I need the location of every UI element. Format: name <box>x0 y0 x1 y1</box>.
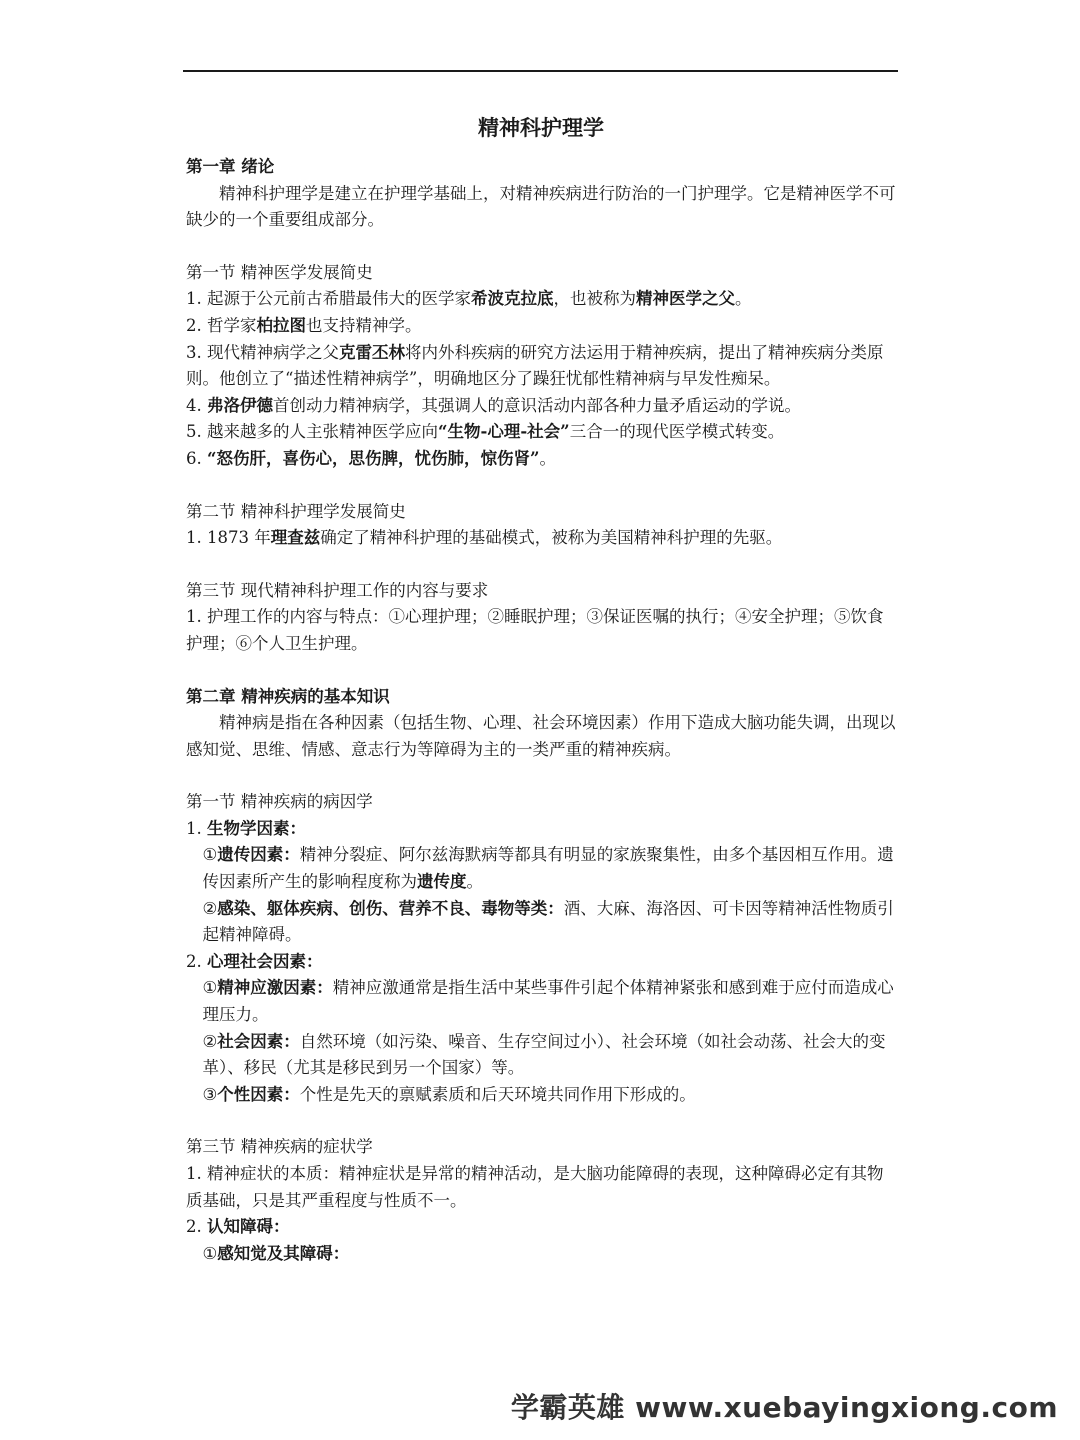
ch1-s1-item-1: 1. 起源于公元前古希腊最伟大的医学家希波克拉底，也被称为精神医学之父。 <box>186 289 752 309</box>
ch1-s1-item-4: 4. 弗洛伊德首创动力精神病学，其强调人的意识活动内部各种力量矛盾运动的学说。 <box>186 395 801 415</box>
ch1-section-2-heading: 第二节 精神科护理学发展简史 <box>186 501 406 521</box>
ch1-s1-item-6: 6. “怒伤肝，喜伤心，思伤脾，忧伤肺，惊伤肾”。 <box>186 448 556 468</box>
chapter-1-intro: 精神科护理学是建立在护理学基础上，对精神疾病进行防治的一门护理学。它是精神医学不可缺少的一个重要组成部分。 <box>186 183 896 230</box>
ch2-s3-item-1: 1. 精神症状的本质：精神症状是异常的精神活动，是大脑功能障碍的表现，这种障碍必定有其物质基础，只是其严重程度与性质不一。 <box>186 1164 884 1210</box>
ch1-s1-item-5: 5. 越来越多的人主张精神医学应向“生物-心理-社会”三合一的现代医学模式转变。 <box>186 422 785 442</box>
ch2-s1-psy-item-2: ②社会因素：自然环境（如污染、噪音、生存空间过小）、社会环境（如社会动荡、社会大的变革）、移民（尤其是移民到另一个国家）等。 <box>202 1031 886 1078</box>
ch2-section-3-heading: 第三节 精神疾病的症状学 <box>186 1137 373 1157</box>
ch2-s3-item-2: 2. 认知障碍： <box>186 1217 290 1237</box>
ch2-s1-bio-item-1: ①遗传因素：精神分裂症、阿尔兹海默病等都具有明显的家族聚集性，由多个基因相互作用。遗传因素所产生的影响程度称为遗传度。 <box>202 845 894 892</box>
ch1-s3-item-1: 1. 护理工作的内容与特点：①心理护理；②睡眠护理；③保证医嘱的执行；④安全护理；⑤饮食护理；⑥个人卫生护理。 <box>186 607 884 653</box>
document-title: 精神科护理学 <box>478 115 604 140</box>
ch2-s1-bio-label: 1. 生物学因素： <box>186 818 306 838</box>
ch2-s3-item-2a: ①感知觉及其障碍： <box>202 1243 350 1263</box>
ch2-s1-psy-item-3: ③个性因素：个性是先天的禀赋素质和后天环境共同作用下形成的。 <box>202 1084 696 1104</box>
ch2-section-1-heading: 第一节 精神疾病的病因学 <box>186 792 373 812</box>
ch2-s1-psy-item-1: ①精神应激因素：精神应激通常是指生活中某些事件引起个体精神紧张和感到难于应付而造成心理压力。 <box>202 978 894 1025</box>
chapter-2-heading: 第二章 精神疾病的基本知识 <box>186 686 390 706</box>
site-watermark: 学霸英雄 www.xuebayingxiong.com <box>510 1391 1058 1424</box>
chapter-1-heading: 第一章 绪论 <box>186 157 275 176</box>
ch2-s1-psy-label: 2. 心理社会因素： <box>186 951 323 971</box>
ch2-s1-bio-item-2: ②感染、躯体疾病、创伤、营养不良、毒物等类：酒、大麻、海洛因、可卡因等精神活性物质引起精神障碍。 <box>202 898 894 945</box>
ch1-s1-item-2: 2. 哲学家柏拉图也支持精神学。 <box>186 315 422 335</box>
document-page <box>186 112 896 1267</box>
ch1-section-3-heading: 第三节 现代精神科护理工作的内容与要求 <box>186 580 489 600</box>
header-rule <box>183 70 898 72</box>
ch1-s2-item-1: 1. 1873 年理查兹确定了精神科护理的基础模式，被称为美国精神科护理的先驱。 <box>186 528 783 548</box>
ch1-section-1-heading: 第一节 精神医学发展简史 <box>186 262 373 282</box>
ch1-s1-item-3: 3. 现代精神病学之父克雷丕林将内外科疾病的研究方法运用于精神疾病，提出了精神疾病分类原则。他创立了“描述性精神病学”，明确地区分了躁狂忧郁性精神病与早发性痴呆。 <box>186 342 884 389</box>
chapter-2-intro: 精神病是指在各种因素（包括生物、心理、社会环境因素）作用下造成大脑功能失调，出现以感知觉、思维、情感、意志行为等障碍为主的一类严重的精神疾病。 <box>186 713 896 759</box>
